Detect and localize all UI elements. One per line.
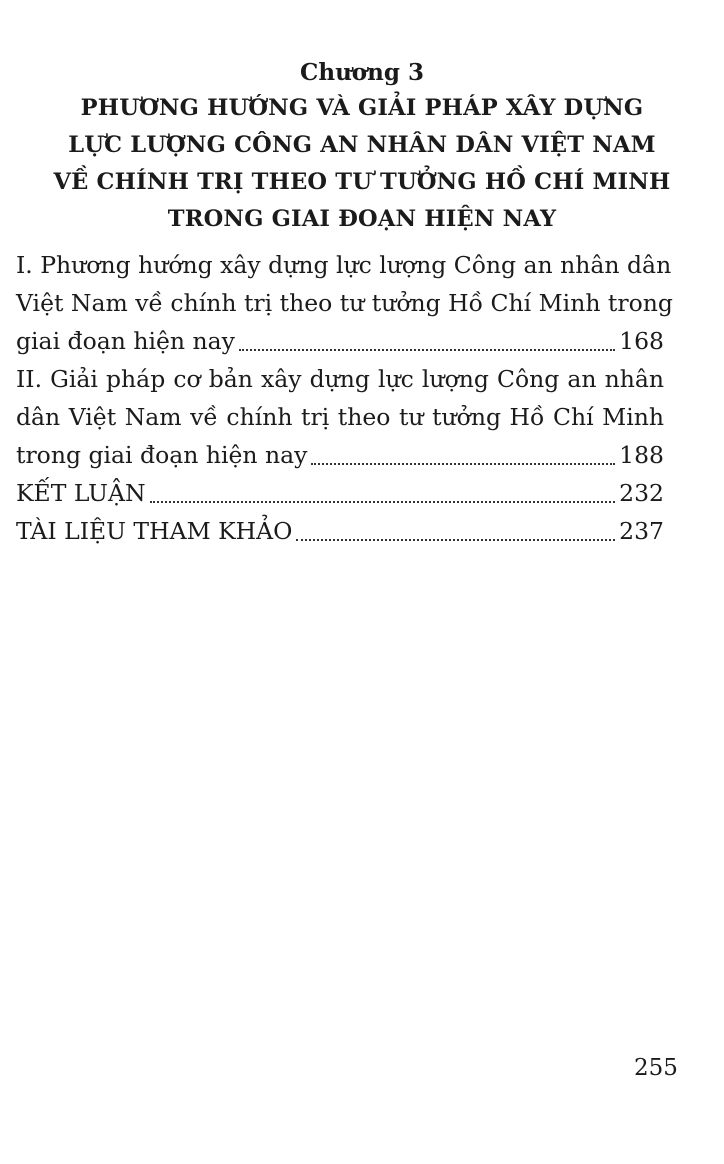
chapter-title-line: PHƯƠNG HƯỚNG VÀ GIẢI PHÁP XÂY DỰNG	[80, 95, 644, 121]
toc-entry-section-1[interactable]	[16, 246, 673, 360]
toc-leader-dots	[296, 539, 615, 541]
toc-entry-last-line	[16, 474, 664, 512]
toc-entry-text: giai đoạn hiện nay	[16, 327, 235, 355]
toc-entry-text: I. Phương hướng xây dựng lực lượng Công an nhân dân	[16, 251, 672, 279]
toc-entry-text: II. Giải pháp cơ bản xây dựng lực lượng Công an nhân	[16, 365, 664, 393]
toc-entry-section-2[interactable]	[16, 360, 664, 474]
toc-entry-last-line	[16, 512, 664, 550]
toc-page-number: 168	[619, 327, 664, 355]
chapter-title-line: LỰC LƯỢNG CÔNG AN NHÂN DÂN VIỆT NAM	[68, 132, 656, 158]
toc-entry-conclusion[interactable]	[16, 474, 664, 512]
chapter-title-line: VỀ CHÍNH TRỊ THEO TƯ TƯỞNG HỒ CHÍ MINH	[53, 169, 671, 195]
toc-leader-dots	[311, 463, 615, 465]
toc-page-number: 237	[619, 517, 664, 545]
toc-entry-references[interactable]	[16, 512, 664, 550]
toc-page-number: 188	[619, 441, 664, 469]
toc-entry-text: TÀI LIỆU THAM KHẢO	[16, 517, 293, 545]
chapter-title-line: TRONG GIAI ĐOẠN HIỆN NAY	[167, 206, 557, 232]
toc-leader-dots	[150, 501, 616, 503]
toc-leader-dots	[239, 349, 615, 351]
chapter-heading	[0, 58, 724, 238]
table-of-contents	[16, 246, 673, 550]
toc-entry-text: Việt Nam về chính trị theo tư tưởng Hồ Chí Minh trong	[16, 289, 673, 317]
toc-entry-text: trong giai đoạn hiện nay	[16, 441, 308, 469]
chapter-number: Chương 3	[300, 59, 424, 86]
page-number: 255	[634, 1055, 678, 1081]
toc-entry-last-line	[16, 436, 664, 474]
toc-page-number: 232	[619, 479, 664, 507]
toc-entry-text: KẾT LUẬN	[16, 479, 146, 507]
toc-entry-text: dân Việt Nam về chính trị theo tư tưởng Hồ Chí Minh	[16, 403, 664, 431]
toc-entry-last-line	[16, 322, 664, 360]
